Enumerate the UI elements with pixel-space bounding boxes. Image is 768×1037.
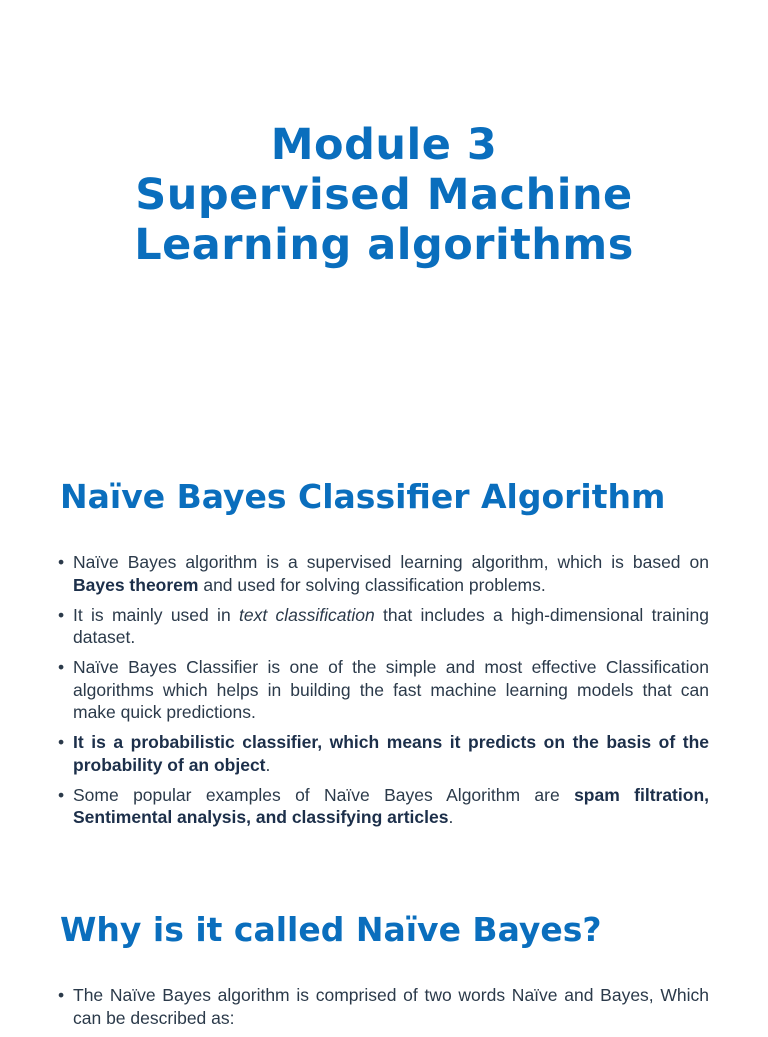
bullet-italic-text: text classification [238, 604, 375, 625]
bullet-item [56, 656, 709, 724]
bullet-item [56, 551, 709, 596]
bullet-text: The Naïve Bayes algorithm is comprised of two words Naïve and Bayes, Which can be described as: [73, 985, 709, 1028]
bullet-text: It is mainly used in [73, 604, 239, 625]
section-heading-naive-bayes-classifier: Naïve Bayes Classifier Algorithm [60, 477, 666, 516]
bullet-icon: • [58, 604, 65, 625]
title-subject-line2: Learning algorithms [134, 220, 634, 270]
bullet-text: that includes a high-dimensional training dataset. [73, 604, 710, 647]
section-heading-why-naive-bayes: Why is it called Naïve Bayes? [60, 910, 602, 949]
bullet-item [56, 784, 709, 829]
bullet-bold-text: Bayes theorem [73, 574, 199, 595]
bullet-bold-text: spam filtration, Sentimental analysis, and classifying articles [73, 784, 709, 827]
bullet-text: . [265, 754, 271, 775]
title-module: Module 3 [270, 120, 498, 170]
title-subject-line1: Supervised Machine [135, 170, 633, 220]
bullet-icon: • [58, 784, 65, 805]
bullet-text: Some popular examples of Naïve Bayes Algorithm are [73, 784, 575, 805]
bullet-item [56, 604, 709, 649]
section1-bullet-list [56, 551, 709, 836]
bullet-icon: • [58, 985, 65, 1005]
bullet-text: Naïve Bayes Classifier is one of the simple and most effective Classification algorithms which helps in building the fast machine learning models that can make quick predictions. [73, 657, 709, 722]
title-slide [0, 120, 768, 270]
bullet-icon: • [58, 732, 65, 752]
bullet-bold-text: It is a probabilistic classifier, which means it predicts on the basis of the probability of an object [73, 732, 709, 775]
bullet-item [56, 731, 709, 776]
section2-bullet-list [56, 984, 709, 1037]
bullet-text: . [448, 807, 454, 827]
bullet-item [56, 984, 709, 1029]
bullet-text: Naïve Bayes algorithm is a supervised learning algorithm, which is based on [73, 552, 709, 572]
bullet-text: and used for solving classification problems. [198, 574, 546, 595]
bullet-icon: • [58, 657, 65, 677]
bullet-icon: • [58, 552, 65, 572]
